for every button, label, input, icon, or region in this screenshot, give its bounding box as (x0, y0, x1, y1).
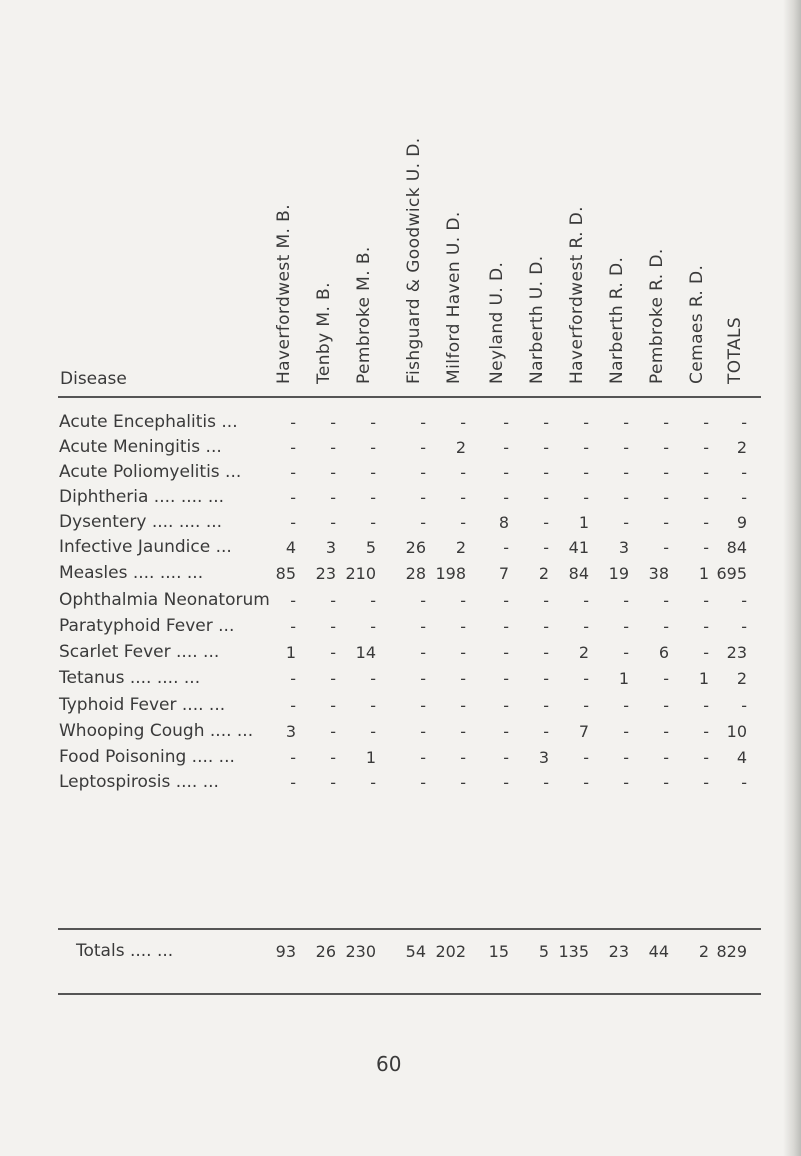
table-cell: - (503, 748, 509, 767)
table-cell: - (623, 748, 629, 767)
table-cell: - (623, 643, 629, 662)
table-cell: - (741, 463, 747, 482)
totals-cell: 202 (435, 942, 466, 961)
table-cell: - (741, 488, 747, 507)
table-cell: - (583, 488, 589, 507)
row-label: Ophthalmia Neonatorum (59, 590, 270, 610)
table-cell: 85 (275, 564, 296, 583)
table-cell: 2 (736, 669, 747, 688)
table-cell: - (543, 413, 549, 432)
table-cell: - (420, 591, 426, 610)
column-header: Narberth R. D. (607, 256, 627, 384)
table-cell: - (460, 773, 466, 792)
table-cell: 4 (736, 748, 747, 767)
table-cell: - (741, 773, 747, 792)
table-cell: - (330, 696, 336, 715)
table-cell: - (330, 591, 336, 610)
table-cell: - (370, 591, 376, 610)
table-cell: 4 (285, 538, 296, 557)
table-cell: - (460, 513, 466, 532)
table-cell: 2 (578, 643, 589, 662)
row-label: Dysentery .... .... ... (59, 512, 223, 532)
disease-column-header: Disease (60, 369, 127, 389)
table-cell: - (503, 413, 509, 432)
table-cell: 1 (365, 748, 376, 767)
table-cell: - (503, 696, 509, 715)
totals-cell: 5 (538, 942, 549, 961)
table-cell: 8 (498, 513, 509, 532)
table-cell: - (543, 463, 549, 482)
table-cell: - (330, 669, 336, 688)
table-cell: 2 (455, 538, 466, 557)
totals-cell: 829 (716, 942, 747, 961)
table-cell: - (290, 513, 296, 532)
row-label: Tetanus .... .... ... (59, 668, 201, 688)
table-cell: - (370, 488, 376, 507)
table-cell: 38 (648, 564, 669, 583)
table-cell: 1 (285, 643, 296, 662)
table-cell: - (703, 438, 709, 457)
table-cell: - (583, 617, 589, 636)
column-header: Pembroke R. D. (647, 248, 667, 384)
table-cell: - (623, 722, 629, 741)
table-cell: - (663, 513, 669, 532)
table-cell: - (543, 643, 549, 662)
totals-cell: 44 (648, 942, 669, 961)
row-label: Infective Jaundice ... (59, 537, 232, 557)
column-header: Narberth U. D. (527, 255, 547, 384)
table-cell: - (741, 617, 747, 636)
table-cell: 3 (538, 748, 549, 767)
table-cell: 84 (568, 564, 589, 583)
table-cell: - (290, 488, 296, 507)
table-cell: - (703, 643, 709, 662)
table-cell: - (703, 463, 709, 482)
table-cell: 26 (405, 538, 426, 557)
page-number: 60 (376, 1052, 402, 1076)
table-cell: - (663, 773, 669, 792)
table-cell: - (420, 438, 426, 457)
table-cell: - (583, 591, 589, 610)
table-cell: - (460, 617, 466, 636)
table-cell: - (420, 696, 426, 715)
table-cell: - (460, 669, 466, 688)
table-cell: - (330, 413, 336, 432)
table-cell: - (330, 748, 336, 767)
table-cell: 5 (365, 538, 376, 557)
totals-bottom-rule (58, 993, 761, 995)
totals-cell: 26 (315, 942, 336, 961)
table-cell: - (703, 538, 709, 557)
table-cell: - (703, 488, 709, 507)
table-cell: - (420, 617, 426, 636)
table-cell: - (420, 413, 426, 432)
row-label: Acute Encephalitis ... (59, 412, 238, 432)
table-cell: 41 (568, 538, 589, 557)
table-cell: - (543, 538, 549, 557)
column-header: Milford Haven U. D. (444, 211, 464, 384)
table-cell: - (460, 748, 466, 767)
table-cell: - (370, 669, 376, 688)
table-cell: - (460, 643, 466, 662)
table-cell: - (420, 643, 426, 662)
table-cell: - (503, 538, 509, 557)
header-rule (58, 396, 761, 398)
table-cell: - (290, 438, 296, 457)
table-cell: - (503, 669, 509, 688)
table-cell: - (290, 696, 296, 715)
table-cell: 3 (285, 722, 296, 741)
table-cell: - (330, 643, 336, 662)
column-header: Pembroke M. B. (354, 246, 374, 384)
table-cell: - (420, 488, 426, 507)
table-cell: - (583, 696, 589, 715)
table-cell: - (503, 722, 509, 741)
table-cell: - (543, 591, 549, 610)
table-cell: - (420, 722, 426, 741)
column-header: Cemaes R. D. (687, 264, 707, 384)
row-label: Acute Meningitis ... (59, 437, 222, 457)
table-cell: - (290, 591, 296, 610)
table-cell: - (623, 413, 629, 432)
table-cell: - (623, 773, 629, 792)
totals-cell: 54 (405, 942, 426, 961)
table-cell: - (330, 438, 336, 457)
column-header: Tenby M. B. (314, 282, 334, 384)
row-label: Paratyphoid Fever ... (59, 616, 235, 636)
table-cell: - (543, 669, 549, 688)
table-cell: - (543, 617, 549, 636)
table-cell: - (623, 488, 629, 507)
table-cell: - (663, 438, 669, 457)
table-cell: - (663, 669, 669, 688)
totals-cell: 23 (608, 942, 629, 961)
table-cell: - (330, 617, 336, 636)
table-cell: - (583, 748, 589, 767)
table-cell: - (370, 722, 376, 741)
table-cell: - (741, 591, 747, 610)
table-cell: 84 (726, 538, 747, 557)
table-cell: 3 (325, 538, 336, 557)
table-cell: - (503, 643, 509, 662)
table-cell: - (663, 538, 669, 557)
table-cell: - (703, 617, 709, 636)
table-cell: 19 (608, 564, 629, 583)
table-cell: - (703, 696, 709, 715)
table-cell: - (290, 413, 296, 432)
table-cell: 1 (578, 513, 589, 532)
table-cell: - (663, 722, 669, 741)
row-label: Acute Poliomyelitis ... (59, 462, 242, 482)
table-cell: - (543, 773, 549, 792)
row-label: Food Poisoning .... ... (59, 747, 235, 767)
table-cell: - (623, 696, 629, 715)
table-cell: - (623, 591, 629, 610)
table-cell: 14 (355, 643, 376, 662)
table-cell: - (623, 513, 629, 532)
table-cell: - (623, 438, 629, 457)
table-cell: 28 (405, 564, 426, 583)
totals-cell: 230 (345, 942, 376, 961)
table-cell: - (330, 488, 336, 507)
table-cell: - (290, 463, 296, 482)
table-cell: - (503, 591, 509, 610)
table-cell: - (703, 413, 709, 432)
table-cell: - (543, 696, 549, 715)
table-cell: - (703, 773, 709, 792)
table-cell: - (583, 413, 589, 432)
totals-cell: 93 (275, 942, 296, 961)
table-cell: - (290, 748, 296, 767)
table-cell: - (583, 463, 589, 482)
table-cell: 10 (726, 722, 747, 741)
table-cell: - (703, 513, 709, 532)
table-cell: - (460, 722, 466, 741)
column-header: Haverfordwest R. D. (567, 206, 587, 384)
table-cell: 2 (538, 564, 549, 583)
table-cell: - (370, 413, 376, 432)
column-header: TOTALS (725, 316, 745, 384)
table-cell: - (330, 513, 336, 532)
table-cell: - (503, 463, 509, 482)
table-cell: - (330, 773, 336, 792)
table-cell: - (460, 696, 466, 715)
table-cell: 198 (435, 564, 466, 583)
table-cell: - (663, 617, 669, 636)
table-cell: 23 (315, 564, 336, 583)
table-cell: - (503, 438, 509, 457)
table-cell: - (663, 463, 669, 482)
table-cell: - (330, 463, 336, 482)
totals-cell: 15 (488, 942, 509, 961)
table-cell: - (420, 513, 426, 532)
totals-top-rule (58, 928, 761, 930)
table-cell: 1 (698, 564, 709, 583)
table-cell: - (543, 438, 549, 457)
column-header: Haverfordwest M. B. (274, 203, 294, 384)
column-header: Fishguard & Goodwick U. D. (404, 137, 424, 384)
row-label: Scarlet Fever .... ... (59, 642, 220, 662)
table-cell: - (663, 488, 669, 507)
column-header: Neyland U. D. (487, 261, 507, 384)
column-headers (0, 88, 801, 384)
table-cell: - (370, 773, 376, 792)
table-cell: - (663, 591, 669, 610)
table-cell: - (420, 773, 426, 792)
table-cell: 7 (498, 564, 509, 583)
table-cell: - (503, 617, 509, 636)
table-cell: - (583, 669, 589, 688)
table-cell: - (543, 722, 549, 741)
table-cell: - (741, 413, 747, 432)
table-cell: 6 (658, 643, 669, 662)
table-cell: - (370, 463, 376, 482)
table-cell: 695 (716, 564, 747, 583)
table-cell: - (503, 773, 509, 792)
table-cell: - (703, 722, 709, 741)
table-cell: - (663, 413, 669, 432)
table-cell: - (703, 591, 709, 610)
totals-cell: 2 (698, 942, 709, 961)
table-cell: 2 (736, 438, 747, 457)
table-cell: 210 (345, 564, 376, 583)
table-cell: - (703, 748, 709, 767)
table-cell: - (460, 463, 466, 482)
table-cell: - (370, 438, 376, 457)
table-cell: - (330, 722, 336, 741)
table-cell: - (460, 591, 466, 610)
table-cell: 3 (618, 538, 629, 557)
table-cell: - (543, 513, 549, 532)
row-label: Leptospirosis .... ... (59, 772, 219, 792)
table-cell: 9 (736, 513, 747, 532)
table-cell: - (460, 488, 466, 507)
row-label: Measles .... .... ... (59, 563, 204, 583)
row-label: Diphtheria .... .... ... (59, 487, 225, 507)
table-cell: - (623, 617, 629, 636)
table-cell: - (420, 463, 426, 482)
table-cell: - (290, 669, 296, 688)
table-cell: - (420, 748, 426, 767)
totals-label: Totals .... ... (76, 941, 174, 961)
table-cell: - (370, 617, 376, 636)
table-cell: - (623, 463, 629, 482)
table-cell: 1 (618, 669, 629, 688)
row-label: Typhoid Fever .... ... (59, 695, 226, 715)
table-cell: - (420, 669, 426, 688)
table-cell: - (290, 773, 296, 792)
table-cell: 1 (698, 669, 709, 688)
table-cell: - (583, 773, 589, 792)
table-cell: - (583, 438, 589, 457)
table-cell: 23 (726, 643, 747, 662)
table-cell: - (370, 696, 376, 715)
table-cell: - (460, 413, 466, 432)
table-cell: - (663, 696, 669, 715)
table-cell: - (741, 696, 747, 715)
table-cell: - (370, 513, 376, 532)
table-cell: - (663, 748, 669, 767)
table-cell: 7 (578, 722, 589, 741)
table-cell: - (503, 488, 509, 507)
row-label: Whooping Cough .... ... (59, 721, 254, 741)
table-cell: 2 (455, 438, 466, 457)
totals-cell: 135 (558, 942, 589, 961)
table-cell: - (543, 488, 549, 507)
table-cell: - (290, 617, 296, 636)
